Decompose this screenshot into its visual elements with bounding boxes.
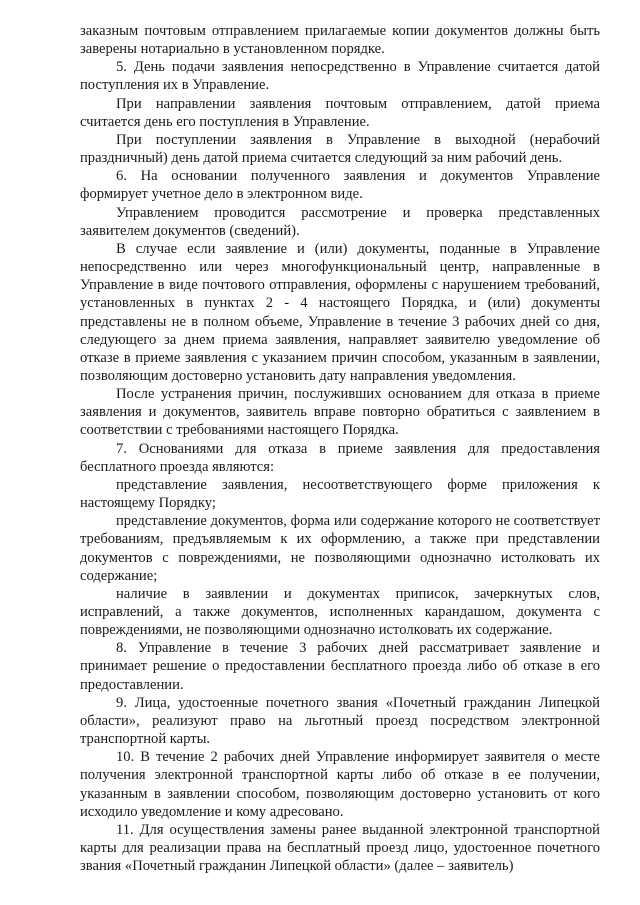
paragraph-item-9: 9. Лица, удостоенные почетного звания «Почетный гражданин Липецкой области», реализуют право на льготный проезд посредством электронной транспортной карты. [80,694,600,748]
paragraph-continuation: заказным почтовым отправлением прилагаемые копии документов должны быть заверены нотариально в установленном порядке. [80,23,600,58]
paragraph-violation-case: В случае если заявление и (или) документы, поданные в Управление непосредственно или через многофункциональный центр, направленные в Управление в виде почтового отправления, оформлены с нарушением требований, установленных в пунктах 2 - 4 настоящего Порядка, и (или) документы представлены не в полном объеме, Управление в течение 3 рабочих дней со дня, следующего за днем приема заявления, направляет заявителю уведомление об отказе в приеме заявления с указанием причин способом, указанным в заявлении, позволяющим достоверно установить дату направления уведомления. [80,240,600,384]
paragraph-item-8: 8. Управление в течение 3 рабочих дней рассматривает заявление и принимает решение о предоставлении бесплатного проезда либо об отказе в его предоставлении. [80,640,600,693]
paragraph-refusal-reason-corrections: наличие в заявлении и документах приписок, зачеркнутых слов, исправлений, а также документов, исполненных карандашом, документа с повреждениями, не позволяющими однозначно истолковать их содержание. [80,585,600,639]
paragraph-weekend-receipt: При поступлении заявления в Управление в выходной (нерабочий праздничный) день датой приема считается следующий за ним рабочий день. [80,131,600,167]
paragraph-item-11: 11. Для осуществления замены ранее выданной электронной транспортной карты для реализации права на бесплатный проезд лицо, удостоенное почетного звания «Почетный гражданин Липецкой области» (далее – заявитель) [80,821,600,875]
paragraph-item-6: 6. На основании полученного заявления и документов Управление формирует учетное дело в электронном виде. [80,168,600,203]
paragraph-review: Управлением проводится рассмотрение и проверка представленных заявителем документов (сведений). [80,204,600,239]
paragraph-refusal-reason-documents: представление документов, форма или содержание которого не соответствует требованиям, предъявляемым к их оформлению, а также при представлении документов с повреждениями, не позволяющими однозначно истолковать их содержание; [80,513,600,584]
document-page [80,22,600,875]
paragraph-item-7: 7. Основаниями для отказа в приеме заявления для предоставления бесплатного проезда являются: [80,440,600,475]
paragraph-item-10: 10. В течение 2 рабочих дней Управление информирует заявителя о месте получения электронной транспортной карты либо об отказе в ее получении, указанным в заявлении способом, позволяющим достоверно установить от кого исходило уведомление и кому адресовано. [80,749,600,820]
paragraph-refusal-reason-form: представление заявления, несоответствующего форме приложения к настоящему Порядку; [80,476,600,512]
paragraph-item-5: 5. День подачи заявления непосредственно в Управление считается датой поступления их в Управление. [80,59,600,94]
paragraph-postal-receipt: При направлении заявления почтовым отправлением, датой приема считается день его поступления в Управление. [80,95,600,130]
paragraph-resubmission: После устранения причин, послуживших основанием для отказа в приеме заявления и документов, заявитель вправе повторно обратиться с заявлением в соответствии с требованиями настоящего Порядка. [80,386,600,439]
